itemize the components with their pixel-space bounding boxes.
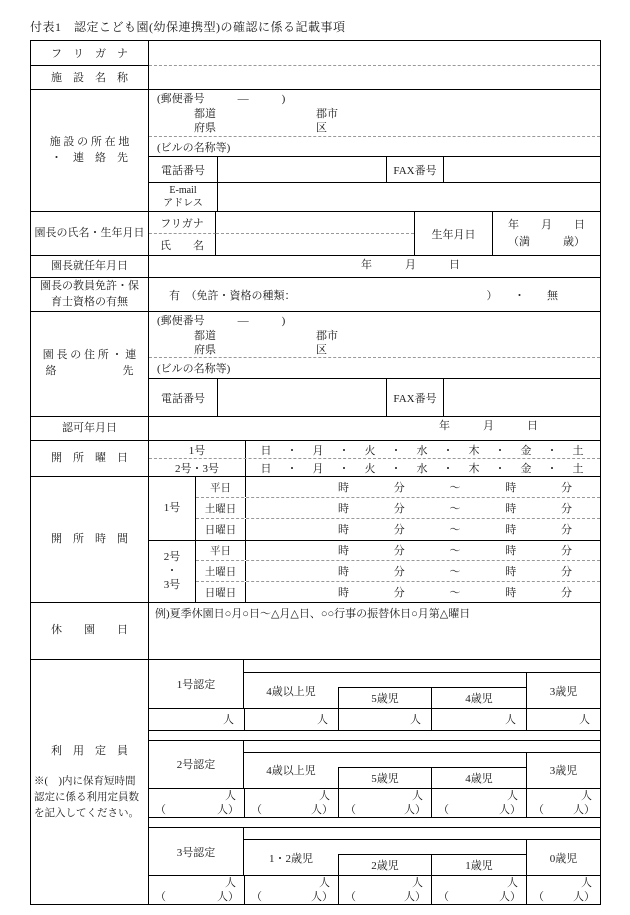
facility-contact-label-line2: ・ 連 絡 先 (51, 151, 128, 164)
appointment-label: 園長就任年月日 (31, 256, 149, 277)
time-min-label: 分 (561, 566, 572, 579)
open-days-label: 開 所 曜 日 (31, 441, 149, 476)
capacity-spacer-2 (149, 817, 600, 827)
director-fax-input[interactable] (444, 379, 600, 416)
dob-value-line2: （満 歳） (508, 235, 585, 248)
director-name-label: 氏 名 (149, 234, 216, 255)
section-approval (31, 416, 600, 440)
facility-email-row (149, 182, 600, 211)
facility-phone-row (149, 156, 600, 182)
prefecture-line1: 都道 (194, 108, 216, 120)
open-hours-label: 開 所 時 間 (31, 477, 149, 602)
city-line1: 郡市 (316, 108, 338, 120)
unit-label: 人 (319, 877, 330, 890)
license-label: 園長の教員免許・保育士資格の有無 (31, 278, 149, 311)
time-min-label: 分 (561, 524, 572, 537)
open-days-cat-2: 2号・3号 (149, 459, 246, 476)
hours-row-sunday-2 (196, 581, 600, 602)
paren-close: 人） (217, 891, 239, 904)
facility-prefecture-label (194, 107, 216, 135)
facility-name-input[interactable] (149, 65, 600, 90)
director-name-grid (149, 212, 600, 255)
cert1-sub1-header: 5歳児 (338, 688, 431, 708)
section-appointment (31, 255, 600, 277)
section-director-address (31, 311, 600, 416)
hours-input-sunday-1[interactable] (246, 519, 600, 539)
time-hour-label: 時 (338, 503, 349, 516)
cert2-sub1-header: 5歳児 (338, 768, 431, 788)
paren-close: 人） (404, 803, 426, 816)
facility-tel-label: 電話番号 (149, 157, 218, 182)
unit-label: 人 (505, 714, 516, 727)
director-address-label-line1: 園 長 の 住 所 ・ 連 (42, 349, 137, 362)
paren-close: 人） (573, 803, 595, 816)
paren-open: （ (155, 891, 166, 904)
time-tilde: ～ (449, 545, 461, 558)
paren-close: 人） (217, 803, 239, 816)
unit-label: 人 (581, 877, 592, 890)
unit-label: 人 (319, 789, 330, 802)
approval-date-input[interactable] (149, 417, 600, 440)
cert3-age2-input[interactable] (338, 875, 431, 904)
cert3-group-header: 1・2歳児 (269, 852, 313, 865)
cert2-age3-input[interactable] (526, 788, 600, 818)
paren-open: （ (155, 803, 166, 816)
email-label-line1: E-mail (169, 185, 197, 197)
time-hour-label: 時 (338, 545, 349, 558)
unit-label: 人 (581, 789, 592, 802)
cert3-age0-input[interactable] (526, 875, 600, 904)
name-value-column (149, 41, 600, 89)
day-label-sunday: 日曜日 (196, 519, 246, 539)
license-input[interactable] (149, 278, 600, 311)
director-tel-input[interactable] (218, 379, 386, 416)
time-min-label: 分 (561, 545, 572, 558)
director-dob-label: 生年月日 (414, 212, 493, 255)
facility-fax-input[interactable] (444, 157, 600, 182)
cert1-last-header: 3歳児 (526, 673, 600, 708)
director-furigana-label: フリガナ (149, 212, 216, 234)
appointment-date-input[interactable] (149, 256, 600, 277)
cert2-over4-input[interactable] (244, 788, 338, 818)
day-label-weekday: 平日 (196, 477, 246, 497)
unit-label: 人 (223, 714, 234, 727)
paren-open: （ (251, 803, 262, 816)
hours-row-weekday-2 (196, 541, 600, 561)
time-min-label: 分 (393, 545, 405, 558)
director-address-label-line2: 絡 先 (45, 365, 134, 377)
cert2-sub2-header: 4歳児 (431, 768, 526, 788)
cert3-age12-input[interactable] (244, 875, 338, 904)
director-address-values (149, 312, 600, 416)
time-hour-label: 時 (505, 545, 517, 558)
open-days-options-1[interactable]: 日 ・ 月 ・ 火 ・ 水 ・ 木 ・ 金 ・ 土 (260, 444, 586, 457)
director-phone-row (149, 378, 600, 416)
form-title: 付表1 認定こども園(幼保連携型)の確認に係る記載事項 (30, 20, 346, 34)
furigana-label: フ リ ガ ナ (51, 47, 128, 60)
time-hour-label: 時 (505, 524, 517, 537)
facility-fax-label: FAX番号 (386, 157, 444, 182)
time-hour-label: 時 (338, 482, 349, 495)
open-hours-group-2 (149, 540, 600, 603)
cert2-strip (244, 741, 600, 753)
paren-open: （ (438, 891, 449, 904)
cert1-strip (244, 660, 600, 673)
section-name (31, 41, 600, 89)
capacity-note: ※( )内に保育短時間認定に係る利用定員数を記入してください。 (34, 775, 139, 820)
cert3-sub1-header: 2歳児 (338, 855, 431, 875)
director-address-label (31, 312, 149, 416)
open-days-row-1 (149, 441, 600, 458)
director-city-label (316, 329, 338, 357)
day-label-weekday: 平日 (196, 541, 246, 561)
cert2-age5-input[interactable] (338, 788, 431, 818)
cat2-line3: 3号 (163, 579, 181, 592)
paren-close: 人） (573, 891, 595, 904)
cert1-age3-input[interactable] (526, 708, 600, 730)
hours-input-saturday-1[interactable] (246, 498, 600, 518)
closed-days-label: 休 園 日 (31, 603, 149, 659)
prefecture-line2: 府県 (194, 344, 216, 356)
open-hours-cat-2 (149, 541, 196, 603)
section-open-hours (31, 476, 600, 602)
capacity-label-cell (31, 660, 149, 904)
hours-row-saturday-2 (196, 560, 600, 581)
day-label-sunday: 日曜日 (196, 582, 246, 602)
hours-input-sunday-2[interactable] (246, 582, 600, 602)
unit-label: 人 (225, 877, 236, 890)
time-min-label: 分 (393, 566, 405, 579)
hours-input-weekday-2[interactable] (246, 541, 600, 561)
appointment-date-template: 年 月 日 (361, 259, 460, 271)
prefecture-line2: 府県 (194, 122, 216, 134)
time-tilde: ～ (449, 587, 461, 600)
facility-email-label (149, 183, 218, 211)
director-postal-label: (郵便番号 — ) (157, 315, 286, 327)
cert1-label: 1号認定 (149, 660, 244, 708)
section-director-name (31, 211, 600, 255)
facility-contact-label-line1: 施 設 の 所 在 地 (49, 135, 130, 148)
cert3-label: 3号認定 (149, 828, 244, 875)
city-line2: 区 (316, 344, 327, 356)
closed-days-example: 例)夏季休園日○月○日～△月△日、○○行事の振替休日○月第△曜日 (155, 608, 471, 620)
open-days-options-2[interactable]: 日 ・ 月 ・ 火 ・ 水 ・ 木 ・ 金 ・ 土 (260, 462, 586, 475)
cert2-total-input[interactable] (149, 788, 244, 818)
paren-close: 人） (311, 891, 333, 904)
time-tilde: ～ (449, 524, 461, 537)
time-hour-label: 時 (338, 587, 349, 600)
cert3-age1-input[interactable] (431, 875, 526, 904)
capacity-block-2 (149, 740, 600, 818)
time-hour-label: 時 (505, 566, 517, 579)
time-min-label: 分 (561, 503, 572, 516)
paren-open: （ (438, 803, 449, 816)
paren-close: 人） (311, 803, 333, 816)
cert3-last-header: 0歳児 (526, 840, 600, 875)
time-hour-label: 時 (505, 482, 517, 495)
facility-address-input[interactable] (149, 90, 600, 136)
cert2-label: 2号認定 (149, 741, 244, 788)
capacity-block-1 (149, 660, 600, 730)
director-name-input[interactable] (216, 234, 414, 255)
cert1-over4-input[interactable] (244, 708, 338, 730)
director-prefecture-label (194, 329, 216, 357)
time-min-label: 分 (393, 524, 405, 537)
director-dob-input[interactable] (493, 212, 600, 255)
section-facility-contact (31, 89, 600, 211)
director-building-input[interactable] (149, 357, 600, 378)
time-min-label: 分 (393, 587, 405, 600)
cert3-total-input[interactable] (149, 875, 244, 904)
facility-city-label (316, 107, 338, 135)
paren-close: 人） (499, 891, 521, 904)
unit-label: 人 (579, 714, 590, 727)
facility-building-label: (ビルの名称等) (157, 141, 231, 154)
time-hour-label: 時 (505, 503, 517, 516)
approval-date-template: 年 月 日 (439, 420, 538, 432)
furigana-input[interactable] (149, 41, 600, 65)
cert3-sub2-header: 1歳児 (431, 855, 526, 875)
facility-email-input[interactable] (218, 183, 600, 211)
day-label-saturday: 土曜日 (196, 498, 246, 518)
facility-contact-values (149, 90, 600, 211)
cat2-line1: 2号 (163, 550, 181, 563)
capacity-label: 利 用 定 員 (51, 744, 128, 757)
cert1-age4-input[interactable] (431, 708, 526, 730)
time-tilde: ～ (449, 566, 461, 579)
open-days-row-2 (149, 458, 600, 476)
section-closed-days (31, 602, 600, 659)
director-name-dob-label: 園長の氏名・生年月日 (31, 212, 149, 255)
cert2-last-header: 3歳児 (526, 753, 600, 788)
director-furigana-input[interactable] (216, 212, 414, 234)
license-yes-option[interactable]: 有 （免許・資格の種類： (169, 289, 296, 302)
time-min-label: 分 (561, 482, 572, 495)
name-label-column (31, 41, 149, 89)
cert2-subheader-strip (338, 753, 526, 768)
time-tilde: ～ (449, 482, 461, 495)
capacity-block-3 (149, 827, 600, 904)
cert1-group-header: 4歳以上児 (266, 685, 316, 698)
director-address-input[interactable] (149, 312, 600, 357)
capacity-spacer-1 (149, 730, 600, 740)
closed-days-input[interactable] (149, 603, 600, 659)
open-days-cat-1: 1号 (149, 441, 246, 458)
open-hours-group-1 (149, 477, 600, 540)
cert1-age5-input[interactable] (338, 708, 431, 730)
unit-label: 人 (507, 877, 518, 890)
dob-value-line1: 年 月 日 (508, 219, 585, 231)
facility-postal-label: (郵便番号 — ) (157, 93, 286, 105)
hours-row-saturday-1 (196, 497, 600, 518)
cert2-age4-input[interactable] (431, 788, 526, 818)
time-min-label: 分 (393, 482, 405, 495)
open-hours-values (149, 477, 600, 602)
time-hour-label: 時 (338, 524, 349, 537)
time-min-label: 分 (561, 587, 572, 600)
paren-open: （ (345, 803, 356, 816)
unit-label: 人 (225, 789, 236, 802)
facility-name-label: 施 設 名 称 (31, 65, 148, 90)
cert1-total-input[interactable] (149, 708, 244, 730)
unit-label: 人 (410, 714, 421, 727)
city-line2: 区 (316, 122, 327, 134)
cert2-group-header: 4歳以上児 (266, 765, 316, 778)
cat2-line2: ・ (166, 565, 178, 578)
paren-open: （ (251, 891, 262, 904)
section-capacity (31, 659, 600, 904)
open-days-values (149, 441, 600, 476)
city-line1: 郡市 (316, 330, 338, 342)
hours-row-weekday-1 (196, 477, 600, 497)
cert1-subheader-strip (338, 673, 526, 688)
unit-label: 人 (412, 789, 423, 802)
prefecture-line1: 都道 (194, 330, 216, 342)
facility-contact-label (31, 90, 149, 211)
hours-input-weekday-1[interactable] (246, 477, 600, 497)
hours-row-sunday-1 (196, 518, 600, 539)
open-hours-cat-1: 1号 (149, 477, 196, 540)
capacity-values (149, 660, 600, 904)
unit-label: 人 (412, 877, 423, 890)
email-label-line2: アドレス (163, 198, 203, 210)
time-hour-label: 時 (338, 566, 349, 579)
director-building-label: (ビルの名称等) (157, 363, 231, 375)
facility-tel-input[interactable] (218, 157, 386, 182)
cert1-sub2-header: 4歳児 (431, 688, 526, 708)
section-license (31, 277, 600, 311)
hours-input-saturday-2[interactable] (246, 561, 600, 581)
license-no-option[interactable]: ） ・ 無 (486, 289, 558, 302)
paren-open: （ (345, 891, 356, 904)
day-label-saturday: 土曜日 (196, 561, 246, 581)
facility-building-input[interactable] (149, 136, 600, 157)
cert3-subheader-strip (338, 840, 526, 855)
unit-label: 人 (317, 714, 328, 727)
time-tilde: ～ (449, 503, 461, 516)
unit-label: 人 (507, 789, 518, 802)
director-fax-label: FAX番号 (386, 379, 444, 416)
section-open-days (31, 440, 600, 476)
paren-open: （ (533, 891, 544, 904)
paren-close: 人） (499, 803, 521, 816)
paren-close: 人） (404, 891, 426, 904)
time-min-label: 分 (393, 503, 405, 516)
approval-date-label: 認可年月日 (31, 417, 149, 440)
paren-open: （ (533, 803, 544, 816)
form-table (30, 40, 601, 905)
director-tel-label: 電話番号 (149, 379, 218, 416)
cert3-strip (244, 828, 600, 840)
time-hour-label: 時 (505, 587, 517, 600)
